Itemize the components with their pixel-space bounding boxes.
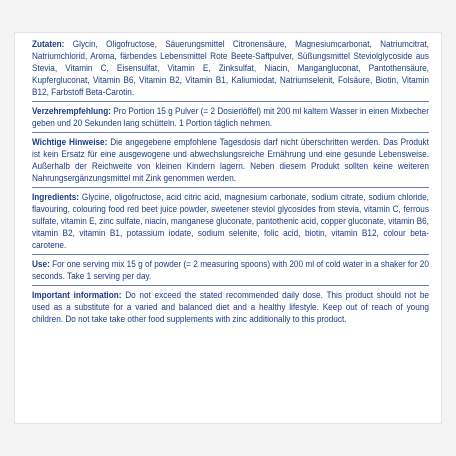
divider	[32, 285, 429, 286]
important-info-en-heading: Important information:	[32, 290, 126, 300]
warnings-de-text: Die angegebene empfohlene Tagesdosis darf nicht überschritten werden. Das Produkt ist kein Ersatz für eine ausgewogene und abwechslungsreiche Ernährung und eine gesunde Lebensweise. Außerhalb der Reichweite von kleinen Kindern lagern. Neben diesem Produkt sollten keine weiteren Nahrungsergänzungsmittel mit Zink genommen werden.	[32, 137, 429, 183]
usage-de-section	[32, 105, 429, 129]
important-info-en-text: Do not exceed the stated recommended daily dose. This product should not be used as a substitute for a varied and balanced diet and a healthy lifestyle. Keep out of reach of young children. Do not take take other food supplements with zinc additionally to this product.	[32, 290, 429, 324]
usage-de-text: Pro Portion 15 g Pulver (= 2 Dosierlöffel) mit 200 ml kaltem Wasser in einen Mixbecher geben und 20 Sekunden lang schütteln. 1 Portion täglich nehmen.	[32, 106, 429, 128]
ingredients-de-heading: Zutaten:	[32, 39, 73, 49]
ingredients-en-heading: Ingredients:	[32, 192, 82, 202]
ingredients-de-section	[32, 38, 429, 98]
ingredients-en-section	[32, 191, 429, 251]
warnings-de-section	[32, 136, 429, 184]
usage-en-heading: Use:	[32, 259, 53, 269]
important-info-en-section	[32, 289, 429, 325]
usage-en-section	[32, 258, 429, 282]
divider	[32, 254, 429, 255]
usage-en-text: For one serving mix 15 g of powder (= 2 measuring spoons) with 200 ml of cold water in a shaker for 20 seconds. Take 1 serving per day.	[32, 259, 429, 281]
usage-de-heading: Verzehrempfehlung:	[32, 106, 114, 116]
divider	[32, 101, 429, 102]
product-label	[14, 32, 442, 424]
divider	[32, 187, 429, 188]
ingredients-de-text: Glycin, Oligofructose, Säuerungsmittel Citronensäure, Magnesiumcarbonat, Natriumcitrat, Natriumchlorid, Aroma, färbendes Lebensmittel Rote Beete-Saftpulver, Süßungsmittel Steviolglycoside aus Stevia, Vitamin C, Eisensulfat, Vitamin E, Zinksulfat, Niacin, Mangangluconat, Pantothensäure, Kupfergluconat, Vitamin B6, Vitamin B2, Vitamin B1, Kaliumiodat, Natriumselenit, Folsäure, Biotin, Vitamin B12, Farbstoff Beta-Carotin.	[32, 39, 429, 97]
ingredients-en-text: Glycine, oligofructose, acid citric acid, magnesium carbonate, sodium citrate, sodium chloride, flavouring, colouring food red beet juice powder, sweetener steviol glycosides from stevia, vitamin C, ferrous sulfate, vitamin E, zinc sulfate, niacin, manganese gluconate, pantothenic acid, copper gluconate, vitamin B6, vitamin B2, vitamin B1, potassium iodate, sodium selenite, folic acid, biotin, vitamin B12, colour beta-carotene.	[32, 192, 429, 250]
warnings-de-heading: Wichtige Hinweise:	[32, 137, 111, 147]
divider	[32, 132, 429, 133]
